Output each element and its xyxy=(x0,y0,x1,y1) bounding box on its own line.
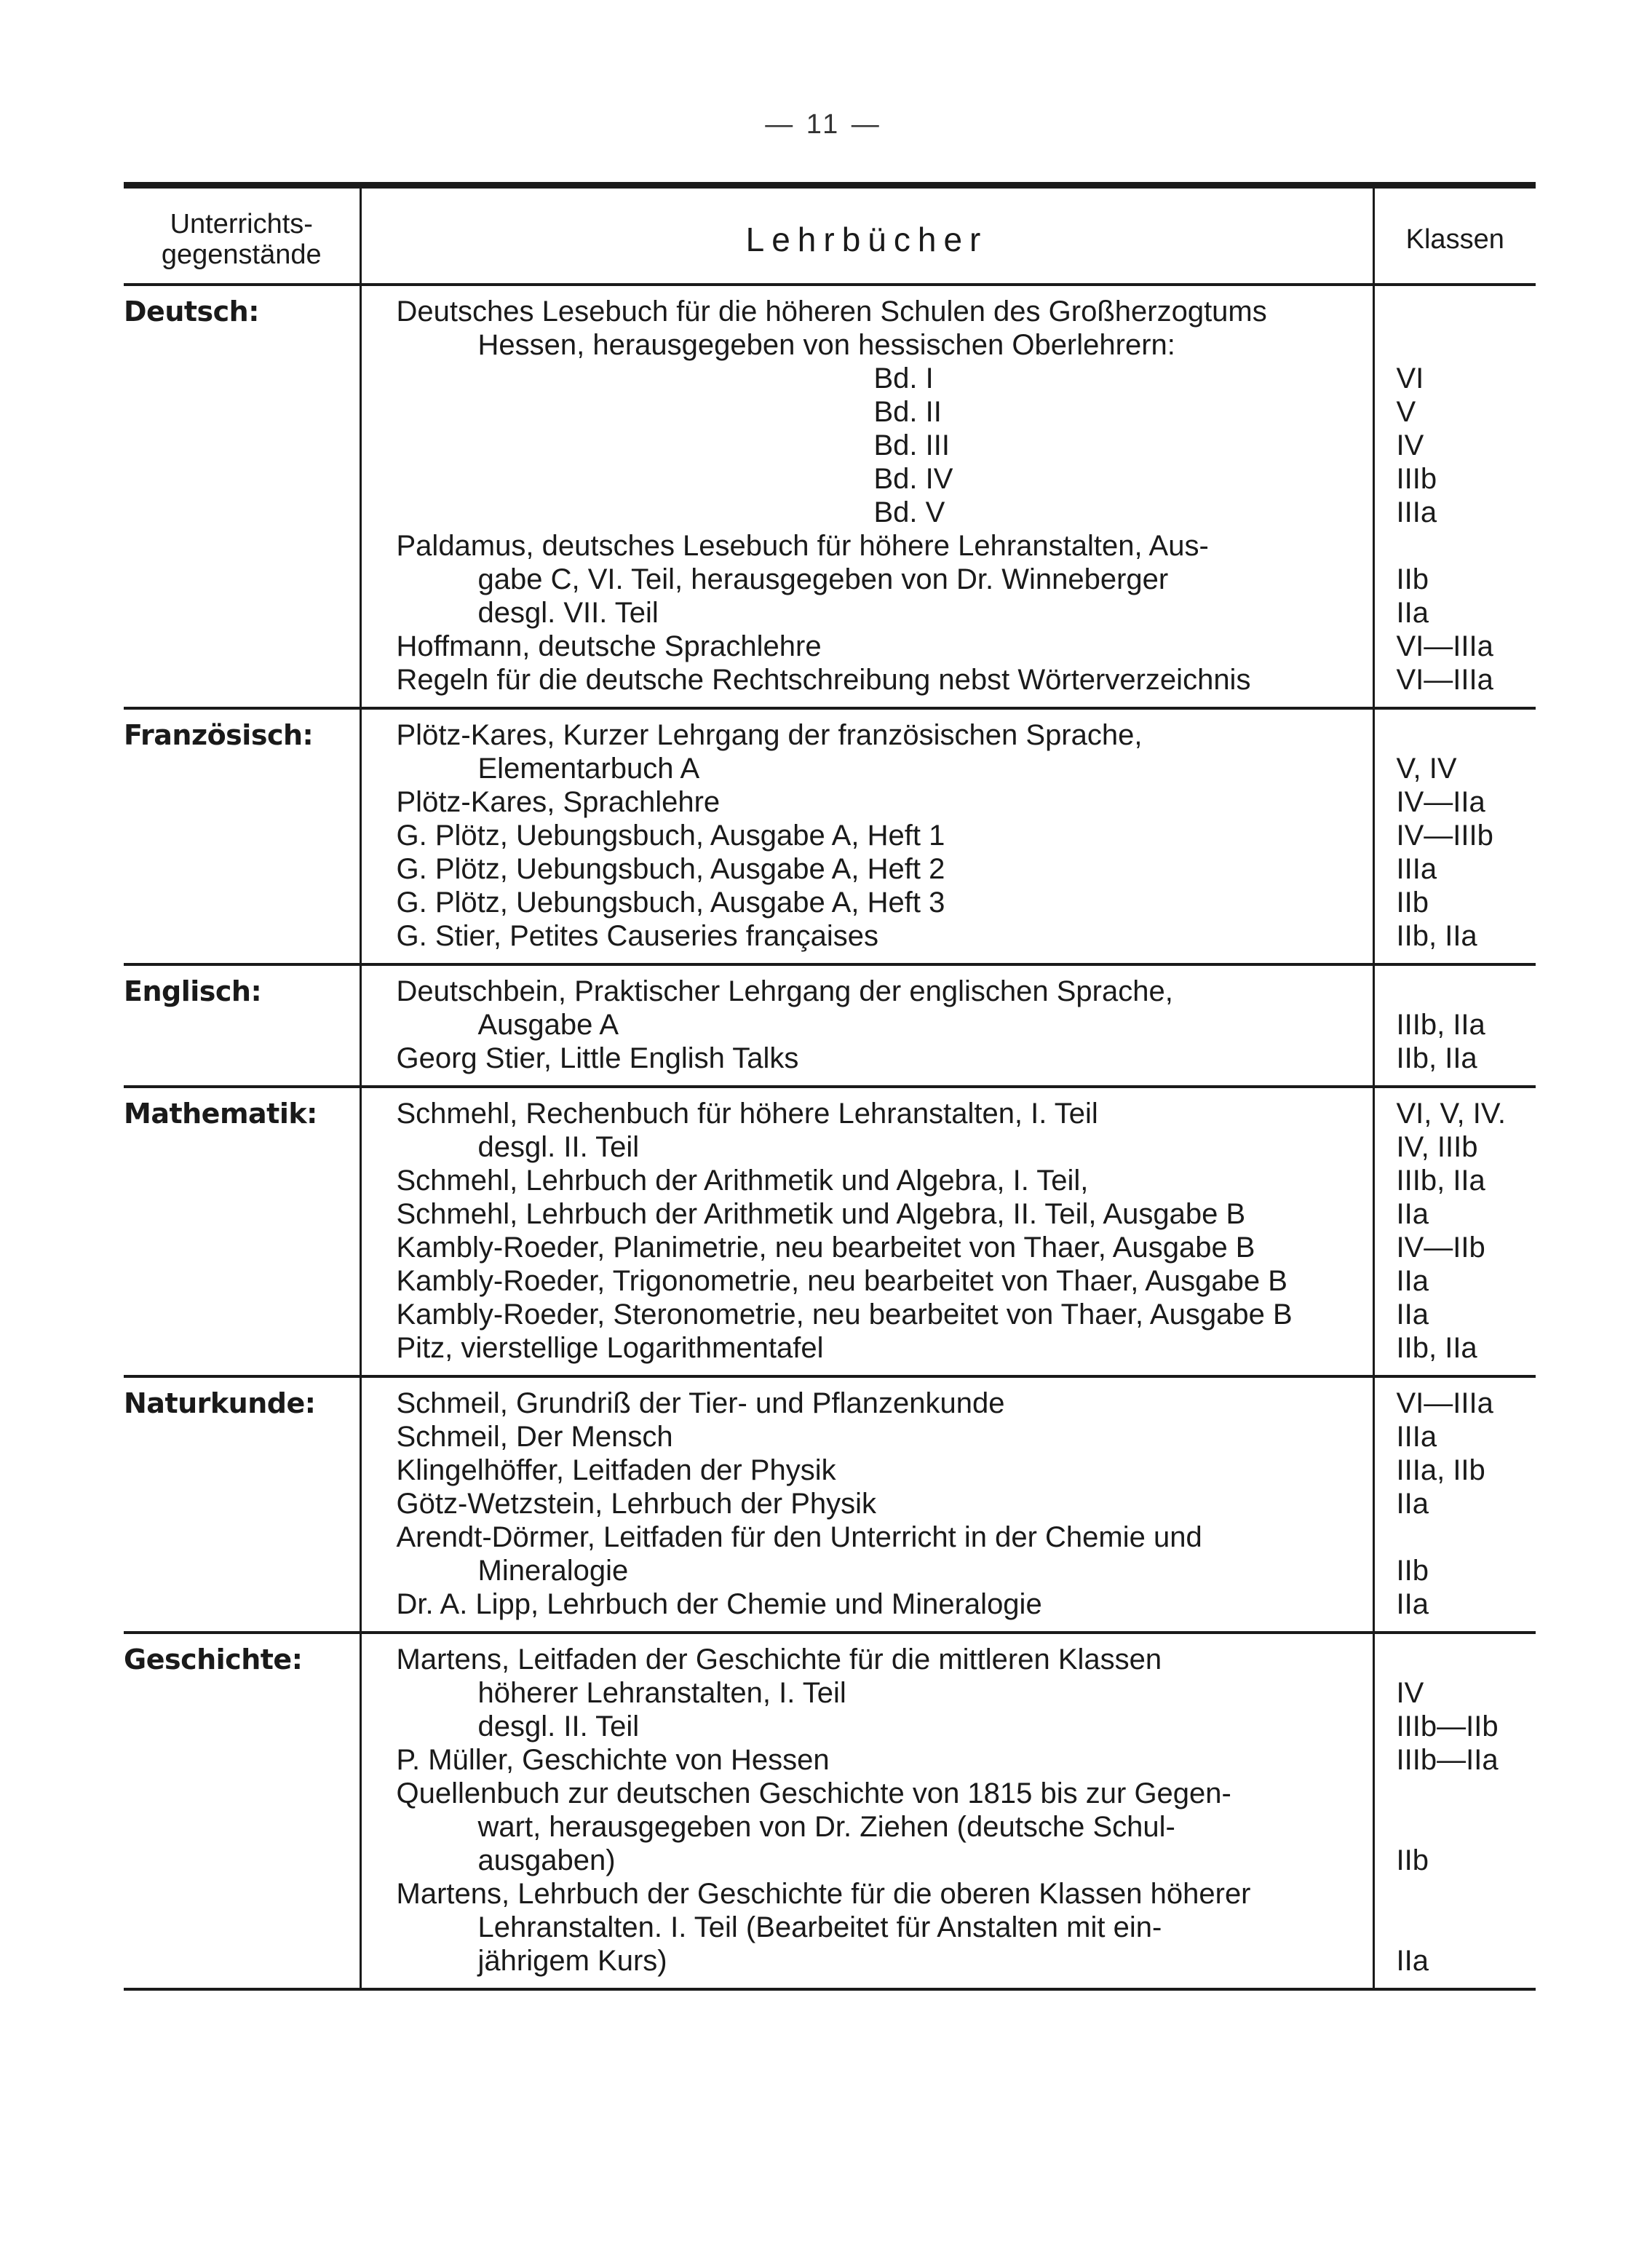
table-row xyxy=(124,964,1536,1008)
subject-cell xyxy=(124,1298,360,1331)
table-row xyxy=(124,1264,1536,1298)
table-row xyxy=(124,1231,1536,1264)
book-title: Plötz-Kares, Kurzer Lehrgang der französischen Sprache, xyxy=(360,708,1373,752)
class-range: IIIa xyxy=(1396,1421,1437,1453)
book-title: desgl. VII. Teil xyxy=(360,596,1373,630)
class-range: IIIa, IIb xyxy=(1396,1454,1485,1486)
subject-cell xyxy=(124,1877,360,1911)
class-range: V, IV xyxy=(1396,753,1457,785)
class-range: IV xyxy=(1396,429,1424,461)
class-range xyxy=(1373,1633,1536,1676)
book-title: Kambly-Roeder, Planimetrie, neu bearbeitet von Thaer, Ausgabe B xyxy=(360,1231,1373,1264)
subject-cell: Mathematik: xyxy=(124,1087,360,1130)
class-range: VI, V, IV. xyxy=(1396,1098,1506,1130)
table-row xyxy=(124,663,1536,708)
book-title: gabe C, VI. Teil, herausgegeben von Dr. Winneberger xyxy=(360,563,1373,596)
subject-cell xyxy=(124,496,360,529)
book-title: Plötz-Kares, Sprachlehre xyxy=(360,785,1373,819)
subject-cell xyxy=(124,630,360,663)
class-range: IIb, IIa xyxy=(1396,1042,1477,1074)
table-row xyxy=(124,328,1536,362)
class-range xyxy=(1373,1520,1536,1554)
book-title: Hessen, herausgegeben von hessischen Oberlehrern: xyxy=(360,328,1373,362)
class-range: IIIb xyxy=(1396,463,1437,495)
subject-cell xyxy=(124,1520,360,1554)
book-title: Elementarbuch A xyxy=(360,752,1373,785)
table-row xyxy=(124,1944,1536,1989)
class-range: VI xyxy=(1396,362,1424,394)
class-range xyxy=(1373,1877,1536,1911)
header-subject-text: Unterrichts- gegenstände xyxy=(161,209,322,270)
table-row xyxy=(124,1554,1536,1587)
table-row xyxy=(124,1487,1536,1520)
book-title: Bd. I xyxy=(360,362,1373,395)
subject-cell xyxy=(124,429,360,462)
table-row xyxy=(124,630,1536,663)
class-range: IIb, IIa xyxy=(1396,920,1477,952)
class-range xyxy=(1373,1911,1536,1944)
table-row xyxy=(124,1042,1536,1087)
book-title: Arendt-Dörmer, Leitfaden für den Unterricht in der Chemie und xyxy=(360,1520,1373,1554)
book-title: jährigem Kurs) xyxy=(360,1944,1373,1989)
subject-cell xyxy=(124,1911,360,1944)
header-classes: Klassen xyxy=(1405,224,1504,255)
book-title: G. Plötz, Uebungsbuch, Ausgabe A, Heft 2 xyxy=(360,852,1373,886)
table-row xyxy=(124,1777,1536,1810)
class-range xyxy=(1373,1777,1536,1810)
table-row xyxy=(124,852,1536,886)
subject-cell xyxy=(124,1042,360,1087)
table-row xyxy=(124,1298,1536,1331)
class-range: IIa xyxy=(1396,1588,1429,1620)
subject-cell xyxy=(124,328,360,362)
table-header xyxy=(124,186,1536,285)
subject-cell xyxy=(124,529,360,563)
table-row xyxy=(124,708,1536,752)
subject-section xyxy=(124,1087,1536,1376)
book-title: Klingelhöffer, Leitfaden der Physik xyxy=(360,1454,1373,1487)
class-range: IIIb, IIa xyxy=(1396,1009,1485,1041)
class-range: IIa xyxy=(1396,1945,1429,1977)
subject-cell: Englisch: xyxy=(124,964,360,1008)
class-range: V xyxy=(1396,396,1416,428)
table-row xyxy=(124,1743,1536,1777)
book-title: Schmeil, Grundriß der Tier- und Pflanzenkunde xyxy=(360,1376,1373,1420)
table-row xyxy=(124,1810,1536,1844)
class-range: IIa xyxy=(1396,1198,1429,1230)
table-row xyxy=(124,1087,1536,1130)
table-row xyxy=(124,1420,1536,1454)
class-range: IIa xyxy=(1396,597,1429,629)
class-range: IV—IIa xyxy=(1396,786,1485,818)
subject-cell xyxy=(124,886,360,919)
subject-cell xyxy=(124,462,360,496)
class-range xyxy=(1373,708,1536,752)
book-title: P. Müller, Geschichte von Hessen xyxy=(360,1743,1373,1777)
table-row xyxy=(124,919,1536,964)
table-row xyxy=(124,1676,1536,1710)
book-title: höherer Lehranstalten, I. Teil xyxy=(360,1676,1373,1710)
class-range: VI—IIIa xyxy=(1396,664,1493,696)
table-row xyxy=(124,563,1536,596)
class-range: IIb, IIa xyxy=(1396,1332,1477,1364)
table-row xyxy=(124,1331,1536,1376)
header-books: Lehrbücher xyxy=(360,186,1373,285)
class-range: VI—IIIa xyxy=(1396,630,1493,662)
subject-cell xyxy=(124,1454,360,1487)
table-row xyxy=(124,1164,1536,1197)
class-range xyxy=(1373,964,1536,1008)
subject-section xyxy=(124,964,1536,1087)
class-range: IIa xyxy=(1396,1298,1429,1331)
table-row xyxy=(124,1197,1536,1231)
table-row xyxy=(124,529,1536,563)
subject-cell: Geschichte: xyxy=(124,1633,360,1676)
subject-cell xyxy=(124,362,360,395)
table-row xyxy=(124,1454,1536,1487)
book-title: Georg Stier, Little English Talks xyxy=(360,1042,1373,1087)
subject-cell xyxy=(124,1810,360,1844)
book-title: Dr. A. Lipp, Lehrbuch der Chemie und Mineralogie xyxy=(360,1587,1373,1633)
book-title: Ausgabe A xyxy=(360,1008,1373,1042)
class-range: IV—IIIb xyxy=(1396,820,1493,852)
book-title: Lehranstalten. I. Teil (Bearbeitet für Anstalten mit ein- xyxy=(360,1911,1373,1944)
table-row xyxy=(124,1008,1536,1042)
book-title: G. Plötz, Uebungsbuch, Ausgabe A, Heft 1 xyxy=(360,819,1373,852)
class-range xyxy=(1373,529,1536,563)
subject-cell: Französisch: xyxy=(124,708,360,752)
book-title: Bd. III xyxy=(360,429,1373,462)
table-row xyxy=(124,496,1536,529)
subject-cell xyxy=(124,1676,360,1710)
book-title: G. Stier, Petites Causeries françaises xyxy=(360,919,1373,964)
table-row xyxy=(124,1376,1536,1420)
subject-cell xyxy=(124,1710,360,1743)
book-title: ausgaben) xyxy=(360,1844,1373,1877)
table-row xyxy=(124,1710,1536,1743)
class-range: IIb xyxy=(1396,1555,1429,1587)
table-row xyxy=(124,429,1536,462)
table-row xyxy=(124,395,1536,429)
subject-cell xyxy=(124,919,360,964)
book-title: wart, herausgegeben von Dr. Ziehen (deutsche Schul- xyxy=(360,1810,1373,1844)
book-title: Regeln für die deutsche Rechtschreibung nebst Wörterverzeichnis xyxy=(360,663,1373,708)
table-row xyxy=(124,1911,1536,1944)
subject-cell xyxy=(124,752,360,785)
subject-cell xyxy=(124,785,360,819)
subject-cell xyxy=(124,819,360,852)
book-title: Götz-Wetzstein, Lehrbuch der Physik xyxy=(360,1487,1373,1520)
subject-cell xyxy=(124,1164,360,1197)
class-range xyxy=(1373,285,1536,328)
subject-cell xyxy=(124,1264,360,1298)
book-title: Martens, Leitfaden der Geschichte für die mittleren Klassen xyxy=(360,1633,1373,1676)
table-row xyxy=(124,285,1536,328)
subject-cell: Deutsch: xyxy=(124,285,360,328)
book-title: Kambly-Roeder, Trigonometrie, neu bearbeitet von Thaer, Ausgabe B xyxy=(360,1264,1373,1298)
book-title: Bd. II xyxy=(360,395,1373,429)
subject-cell xyxy=(124,1487,360,1520)
class-range: IIb xyxy=(1396,1844,1429,1876)
subject-cell xyxy=(124,1944,360,1989)
book-title: Kambly-Roeder, Steronometrie, neu bearbeitet von Thaer, Ausgabe B xyxy=(360,1298,1373,1331)
table-row xyxy=(124,819,1536,852)
class-range: IIIb—IIb xyxy=(1396,1710,1499,1742)
book-title: Schmehl, Rechenbuch für höhere Lehranstalten, I. Teil xyxy=(360,1087,1373,1130)
subject-section xyxy=(124,708,1536,964)
book-title: G. Plötz, Uebungsbuch, Ausgabe A, Heft 3 xyxy=(360,886,1373,919)
book-title: Bd. V xyxy=(360,496,1373,529)
header-subject xyxy=(124,186,360,285)
subject-cell xyxy=(124,663,360,708)
table-row xyxy=(124,1844,1536,1877)
subject-cell xyxy=(124,1743,360,1777)
class-range xyxy=(1373,328,1536,362)
subject-cell xyxy=(124,1587,360,1633)
class-range: IIIa xyxy=(1396,496,1437,528)
book-title: Quellenbuch zur deutschen Geschichte von 1815 bis zur Gegen- xyxy=(360,1777,1373,1810)
subject-cell xyxy=(124,1420,360,1454)
book-title: Paldamus, deutsches Lesebuch für höhere Lehranstalten, Aus- xyxy=(360,529,1373,563)
table-row xyxy=(124,1877,1536,1911)
subject-section xyxy=(124,285,1536,708)
class-range: IIIa xyxy=(1396,853,1437,885)
subject-cell xyxy=(124,852,360,886)
subject-cell xyxy=(124,1331,360,1376)
class-range: IV, IIIb xyxy=(1396,1131,1478,1163)
class-range: IV—IIb xyxy=(1396,1232,1485,1264)
book-title: Schmehl, Lehrbuch der Arithmetik und Algebra, I. Teil, xyxy=(360,1164,1373,1197)
book-title: desgl. II. Teil xyxy=(360,1710,1373,1743)
table-row xyxy=(124,1587,1536,1633)
book-title: Martens, Lehrbuch der Geschichte für die oberen Klassen höherer xyxy=(360,1877,1373,1911)
table-row xyxy=(124,1520,1536,1554)
subject-cell xyxy=(124,1777,360,1810)
book-title: Deutschbein, Praktischer Lehrgang der englischen Sprache, xyxy=(360,964,1373,1008)
book-title: Pitz, vierstellige Logarithmentafel xyxy=(360,1331,1373,1376)
page-number: — 11 — xyxy=(765,109,882,140)
book-title: Bd. IV xyxy=(360,462,1373,496)
book-title: Mineralogie xyxy=(360,1554,1373,1587)
class-range xyxy=(1373,1810,1536,1844)
book-title: Schmeil, Der Mensch xyxy=(360,1420,1373,1454)
textbook-table xyxy=(124,182,1536,1991)
table-row xyxy=(124,785,1536,819)
table-row xyxy=(124,462,1536,496)
subject-cell xyxy=(124,1231,360,1264)
class-range: IIIb—IIa xyxy=(1396,1744,1499,1776)
table-row xyxy=(124,362,1536,395)
table-row xyxy=(124,1130,1536,1164)
subject-cell xyxy=(124,1130,360,1164)
book-title: Deutsches Lesebuch für die höheren Schulen des Großherzogtums xyxy=(360,285,1373,328)
table-row xyxy=(124,596,1536,630)
class-range: IV xyxy=(1396,1677,1424,1709)
table-row xyxy=(124,1633,1536,1676)
class-range: IIa xyxy=(1396,1488,1429,1520)
subject-section xyxy=(124,1633,1536,1989)
class-range: IIb xyxy=(1396,887,1429,919)
subject-cell xyxy=(124,563,360,596)
class-range: IIb xyxy=(1396,563,1429,595)
subject-cell xyxy=(124,1008,360,1042)
class-range: IIIb, IIa xyxy=(1396,1165,1485,1197)
subject-cell xyxy=(124,1554,360,1587)
book-title: Schmehl, Lehrbuch der Arithmetik und Algebra, II. Teil, Ausgabe B xyxy=(360,1197,1373,1231)
table-row xyxy=(124,752,1536,785)
class-range: VI—IIIa xyxy=(1396,1387,1493,1419)
book-title: Hoffmann, deutsche Sprachlehre xyxy=(360,630,1373,663)
class-range: IIa xyxy=(1396,1265,1429,1297)
subject-cell xyxy=(124,1197,360,1231)
subject-cell xyxy=(124,596,360,630)
table-row xyxy=(124,886,1536,919)
subject-cell: Naturkunde: xyxy=(124,1376,360,1420)
subject-cell xyxy=(124,395,360,429)
subject-cell xyxy=(124,1844,360,1877)
book-title: desgl. II. Teil xyxy=(360,1130,1373,1164)
subject-section xyxy=(124,1376,1536,1633)
